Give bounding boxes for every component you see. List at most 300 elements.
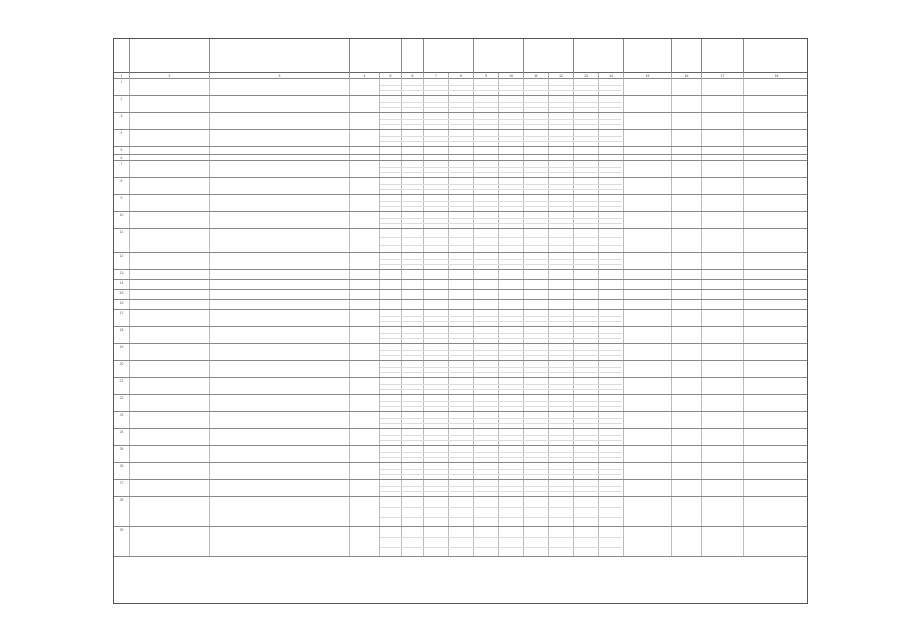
value-cell bbox=[524, 395, 549, 411]
value-cell bbox=[424, 161, 449, 177]
row-subdivider bbox=[380, 259, 622, 260]
table-row bbox=[114, 310, 807, 327]
value-cell bbox=[499, 147, 524, 154]
row-number: 10 bbox=[114, 212, 130, 228]
value-cell bbox=[549, 412, 574, 428]
value-cell bbox=[449, 155, 474, 160]
value-cell bbox=[449, 253, 474, 269]
value-cell bbox=[574, 463, 599, 479]
value-cell bbox=[574, 429, 599, 445]
row-subdivider bbox=[380, 440, 622, 441]
value-cell bbox=[672, 412, 702, 428]
value-cell bbox=[599, 429, 624, 445]
value-cell bbox=[474, 96, 499, 112]
permit-code bbox=[380, 270, 402, 279]
org-name bbox=[130, 497, 210, 526]
value-cell bbox=[474, 280, 499, 289]
permit-text bbox=[350, 155, 380, 160]
permit-text bbox=[350, 253, 380, 269]
permit-text bbox=[350, 310, 380, 326]
row-subdivider bbox=[380, 367, 622, 368]
value-cell bbox=[574, 195, 599, 211]
value-cell bbox=[474, 178, 499, 194]
permit-code bbox=[380, 161, 402, 177]
row-number: 27 bbox=[114, 480, 130, 496]
row-subdivider bbox=[380, 452, 622, 453]
value-cell bbox=[524, 96, 549, 112]
value-cell bbox=[402, 429, 424, 445]
value-cell bbox=[744, 79, 808, 95]
row-number: 5 bbox=[114, 147, 130, 154]
value-cell bbox=[702, 361, 744, 377]
value-cell bbox=[402, 96, 424, 112]
value-cell bbox=[424, 79, 449, 95]
value-cell bbox=[574, 300, 599, 309]
row-subdivider bbox=[380, 401, 622, 402]
row-subdivider bbox=[380, 507, 622, 508]
value-cell bbox=[599, 79, 624, 95]
value-cell bbox=[424, 300, 449, 309]
location-text bbox=[210, 212, 350, 228]
value-cell bbox=[624, 130, 672, 146]
permit-code bbox=[380, 113, 402, 129]
value-cell bbox=[599, 229, 624, 252]
value-cell bbox=[474, 113, 499, 129]
value-cell bbox=[424, 361, 449, 377]
value-cell bbox=[599, 378, 624, 394]
value-cell bbox=[672, 195, 702, 211]
row-subdivider bbox=[380, 469, 622, 470]
value-cell bbox=[574, 527, 599, 556]
value-cell bbox=[424, 195, 449, 211]
permit-code bbox=[380, 178, 402, 194]
column-number: 4 bbox=[350, 73, 380, 79]
value-cell bbox=[499, 113, 524, 129]
row-subdivider bbox=[380, 119, 622, 120]
value-cell bbox=[499, 463, 524, 479]
value-cell bbox=[449, 395, 474, 411]
value-cell bbox=[744, 270, 808, 279]
value-cell bbox=[574, 290, 599, 299]
column-number: 12 bbox=[549, 73, 574, 79]
value-cell bbox=[424, 463, 449, 479]
row-subdivider bbox=[380, 333, 622, 334]
location-text bbox=[210, 429, 350, 445]
row-subdivider bbox=[380, 457, 622, 458]
table-row bbox=[114, 270, 807, 280]
value-cell bbox=[744, 412, 808, 428]
permit-code bbox=[380, 527, 402, 556]
permit-text bbox=[350, 113, 380, 129]
value-cell bbox=[574, 446, 599, 462]
row-number: 22 bbox=[114, 395, 130, 411]
value-cell bbox=[574, 161, 599, 177]
org-name bbox=[130, 253, 210, 269]
value-cell bbox=[574, 480, 599, 496]
value-cell bbox=[402, 412, 424, 428]
value-cell bbox=[744, 361, 808, 377]
row-number: 19 bbox=[114, 344, 130, 360]
permit-text bbox=[350, 195, 380, 211]
value-cell bbox=[424, 446, 449, 462]
row-subdivider bbox=[380, 167, 622, 168]
value-cell bbox=[524, 178, 549, 194]
value-cell bbox=[424, 130, 449, 146]
value-cell bbox=[574, 497, 599, 526]
row-subdivider bbox=[380, 316, 622, 317]
value-cell bbox=[702, 344, 744, 360]
value-cell bbox=[449, 130, 474, 146]
value-cell bbox=[672, 178, 702, 194]
location-text bbox=[210, 310, 350, 326]
value-cell bbox=[702, 463, 744, 479]
value-cell bbox=[474, 270, 499, 279]
value-cell bbox=[449, 79, 474, 95]
value-cell bbox=[672, 497, 702, 526]
org-name bbox=[130, 395, 210, 411]
value-cell bbox=[624, 212, 672, 228]
value-cell bbox=[499, 155, 524, 160]
location-text bbox=[210, 270, 350, 279]
value-cell bbox=[402, 527, 424, 556]
row-subdivider bbox=[380, 338, 622, 339]
value-cell bbox=[524, 155, 549, 160]
table-row bbox=[114, 113, 807, 130]
row-subdivider bbox=[380, 102, 622, 103]
location-text bbox=[210, 155, 350, 160]
org-name bbox=[130, 161, 210, 177]
value-cell bbox=[599, 195, 624, 211]
row-number: 17 bbox=[114, 310, 130, 326]
row-number: 25 bbox=[114, 446, 130, 462]
org-name bbox=[130, 130, 210, 146]
value-cell bbox=[474, 300, 499, 309]
value-cell bbox=[524, 412, 549, 428]
value-cell bbox=[672, 344, 702, 360]
table-row bbox=[114, 300, 807, 310]
value-cell bbox=[672, 480, 702, 496]
value-cell bbox=[402, 155, 424, 160]
value-cell bbox=[549, 480, 574, 496]
value-cell bbox=[744, 480, 808, 496]
value-cell bbox=[499, 280, 524, 289]
row-number: 3 bbox=[114, 113, 130, 129]
column-number: 3 bbox=[210, 73, 350, 79]
permit-text bbox=[350, 280, 380, 289]
row-number: 12 bbox=[114, 253, 130, 269]
value-cell bbox=[574, 280, 599, 289]
value-cell bbox=[599, 412, 624, 428]
value-cell bbox=[624, 463, 672, 479]
value-cell bbox=[474, 344, 499, 360]
permit-code bbox=[380, 463, 402, 479]
value-cell bbox=[599, 480, 624, 496]
value-cell bbox=[624, 270, 672, 279]
value-cell bbox=[449, 147, 474, 154]
table-row bbox=[114, 147, 807, 155]
value-cell bbox=[524, 310, 549, 326]
value-cell bbox=[402, 161, 424, 177]
value-cell bbox=[744, 344, 808, 360]
value-cell bbox=[424, 270, 449, 279]
permit-text bbox=[350, 463, 380, 479]
permit-code bbox=[380, 446, 402, 462]
value-cell bbox=[524, 463, 549, 479]
row-subdivider bbox=[380, 389, 622, 390]
value-cell bbox=[599, 178, 624, 194]
row-subdivider bbox=[380, 537, 622, 538]
table-row bbox=[114, 212, 807, 229]
org-name bbox=[130, 480, 210, 496]
value-cell bbox=[624, 79, 672, 95]
row-number: 28 bbox=[114, 497, 130, 526]
value-cell bbox=[499, 480, 524, 496]
table-row bbox=[114, 195, 807, 212]
value-cell bbox=[424, 253, 449, 269]
column-number: 5 bbox=[380, 73, 402, 79]
value-cell bbox=[549, 178, 574, 194]
value-cell bbox=[524, 113, 549, 129]
value-cell bbox=[402, 280, 424, 289]
value-cell bbox=[574, 344, 599, 360]
value-cell bbox=[574, 327, 599, 343]
org-name bbox=[130, 178, 210, 194]
column-number: 14 bbox=[599, 73, 624, 79]
value-cell bbox=[624, 155, 672, 160]
value-cell bbox=[499, 130, 524, 146]
row-subdivider bbox=[380, 372, 622, 373]
column-number: 1 bbox=[114, 73, 130, 79]
value-cell bbox=[624, 327, 672, 343]
value-cell bbox=[702, 130, 744, 146]
value-cell bbox=[474, 310, 499, 326]
location-text bbox=[210, 113, 350, 129]
location-text bbox=[210, 161, 350, 177]
value-cell bbox=[524, 280, 549, 289]
table-row bbox=[114, 253, 807, 270]
value-cell bbox=[449, 344, 474, 360]
value-cell bbox=[702, 290, 744, 299]
permit-code bbox=[380, 480, 402, 496]
row-subdivider bbox=[380, 85, 622, 86]
permit-text bbox=[350, 79, 380, 95]
permit-text bbox=[350, 147, 380, 154]
value-cell bbox=[702, 147, 744, 154]
value-cell bbox=[524, 195, 549, 211]
value-cell bbox=[449, 429, 474, 445]
value-cell bbox=[549, 147, 574, 154]
value-cell bbox=[672, 395, 702, 411]
permit-code bbox=[380, 280, 402, 289]
value-cell bbox=[549, 361, 574, 377]
value-cell bbox=[549, 378, 574, 394]
row-subdivider bbox=[380, 423, 622, 424]
org-name bbox=[130, 527, 210, 556]
value-cell bbox=[549, 79, 574, 95]
table-header bbox=[114, 39, 807, 73]
value-cell bbox=[549, 344, 574, 360]
value-cell bbox=[474, 327, 499, 343]
value-cell bbox=[599, 300, 624, 309]
value-cell bbox=[702, 480, 744, 496]
location-text bbox=[210, 361, 350, 377]
row-subdivider bbox=[380, 406, 622, 407]
row-subdivider bbox=[380, 136, 622, 137]
row-subdivider bbox=[380, 491, 622, 492]
permit-code bbox=[380, 290, 402, 299]
column-number: 15 bbox=[624, 73, 672, 79]
value-cell bbox=[402, 290, 424, 299]
value-cell bbox=[624, 395, 672, 411]
location-text bbox=[210, 497, 350, 526]
value-cell bbox=[424, 147, 449, 154]
value-cell bbox=[402, 178, 424, 194]
value-cell bbox=[499, 229, 524, 252]
value-cell bbox=[499, 270, 524, 279]
location-text bbox=[210, 130, 350, 146]
row-number: 11 bbox=[114, 229, 130, 252]
row-number: 18 bbox=[114, 327, 130, 343]
value-cell bbox=[624, 113, 672, 129]
row-subdivider bbox=[380, 223, 622, 224]
value-cell bbox=[574, 130, 599, 146]
value-cell bbox=[402, 344, 424, 360]
value-cell bbox=[549, 229, 574, 252]
table-row bbox=[114, 161, 807, 178]
value-cell bbox=[574, 229, 599, 252]
value-cell bbox=[449, 161, 474, 177]
value-cell bbox=[499, 300, 524, 309]
value-cell bbox=[672, 155, 702, 160]
org-name bbox=[130, 446, 210, 462]
org-name bbox=[130, 113, 210, 129]
value-cell bbox=[599, 497, 624, 526]
row-subdivider bbox=[380, 517, 622, 518]
header-no bbox=[114, 39, 130, 73]
value-cell bbox=[599, 253, 624, 269]
table-row bbox=[114, 497, 807, 527]
column-number: 7 bbox=[424, 73, 449, 79]
value-cell bbox=[499, 79, 524, 95]
permit-text bbox=[350, 497, 380, 526]
permit-text bbox=[350, 480, 380, 496]
column-number: 9 bbox=[474, 73, 499, 79]
table-row bbox=[114, 178, 807, 195]
value-cell bbox=[474, 147, 499, 154]
value-cell bbox=[449, 212, 474, 228]
row-subdivider bbox=[380, 90, 622, 91]
value-cell bbox=[624, 480, 672, 496]
value-cell bbox=[549, 527, 574, 556]
value-cell bbox=[402, 310, 424, 326]
permit-code bbox=[380, 79, 402, 95]
org-name bbox=[130, 412, 210, 428]
location-text bbox=[210, 229, 350, 252]
value-cell bbox=[744, 147, 808, 154]
value-cell bbox=[524, 161, 549, 177]
value-cell bbox=[744, 161, 808, 177]
value-cell bbox=[574, 178, 599, 194]
value-cell bbox=[524, 212, 549, 228]
row-number: 2 bbox=[114, 96, 130, 112]
table-row bbox=[114, 361, 807, 378]
value-cell bbox=[624, 412, 672, 428]
value-cell bbox=[424, 395, 449, 411]
value-cell bbox=[402, 270, 424, 279]
value-cell bbox=[744, 463, 808, 479]
value-cell bbox=[449, 310, 474, 326]
value-cell bbox=[524, 327, 549, 343]
row-subdivider bbox=[380, 264, 622, 265]
value-cell bbox=[524, 290, 549, 299]
value-cell bbox=[624, 300, 672, 309]
value-cell bbox=[574, 79, 599, 95]
value-cell bbox=[449, 327, 474, 343]
value-cell bbox=[524, 229, 549, 252]
row-subdivider bbox=[380, 384, 622, 385]
permit-code bbox=[380, 361, 402, 377]
org-name bbox=[130, 429, 210, 445]
value-cell bbox=[449, 527, 474, 556]
value-cell bbox=[599, 161, 624, 177]
table-row bbox=[114, 344, 807, 361]
permit-text bbox=[350, 178, 380, 194]
value-cell bbox=[599, 96, 624, 112]
row-number: 21 bbox=[114, 378, 130, 394]
permit-code bbox=[380, 429, 402, 445]
value-cell bbox=[402, 480, 424, 496]
value-cell bbox=[449, 290, 474, 299]
value-cell bbox=[744, 446, 808, 462]
value-cell bbox=[672, 290, 702, 299]
value-cell bbox=[499, 497, 524, 526]
column-number: 13 bbox=[574, 73, 599, 79]
value-cell bbox=[449, 280, 474, 289]
row-subdivider bbox=[380, 218, 622, 219]
value-cell bbox=[672, 270, 702, 279]
value-cell bbox=[672, 280, 702, 289]
value-cell bbox=[574, 395, 599, 411]
value-cell bbox=[549, 463, 574, 479]
permit-text bbox=[350, 300, 380, 309]
value-cell bbox=[672, 429, 702, 445]
org-name bbox=[130, 344, 210, 360]
permit-text bbox=[350, 96, 380, 112]
column-number: 6 bbox=[402, 73, 424, 79]
header-gross-emissions bbox=[624, 39, 672, 73]
header-emission-class bbox=[402, 39, 424, 73]
value-cell bbox=[499, 361, 524, 377]
org-name bbox=[130, 155, 210, 160]
value-cell bbox=[499, 344, 524, 360]
location-text bbox=[210, 463, 350, 479]
value-cell bbox=[574, 412, 599, 428]
permit-code bbox=[380, 327, 402, 343]
value-cell bbox=[599, 280, 624, 289]
value-cell bbox=[402, 147, 424, 154]
location-text bbox=[210, 395, 350, 411]
table-row bbox=[114, 96, 807, 113]
value-cell bbox=[624, 147, 672, 154]
value-cell bbox=[402, 327, 424, 343]
permit-code bbox=[380, 155, 402, 160]
row-number: 23 bbox=[114, 412, 130, 428]
value-cell bbox=[424, 527, 449, 556]
value-cell bbox=[549, 280, 574, 289]
row-number: 24 bbox=[114, 429, 130, 445]
row-number: 20 bbox=[114, 361, 130, 377]
table-row bbox=[114, 527, 807, 557]
